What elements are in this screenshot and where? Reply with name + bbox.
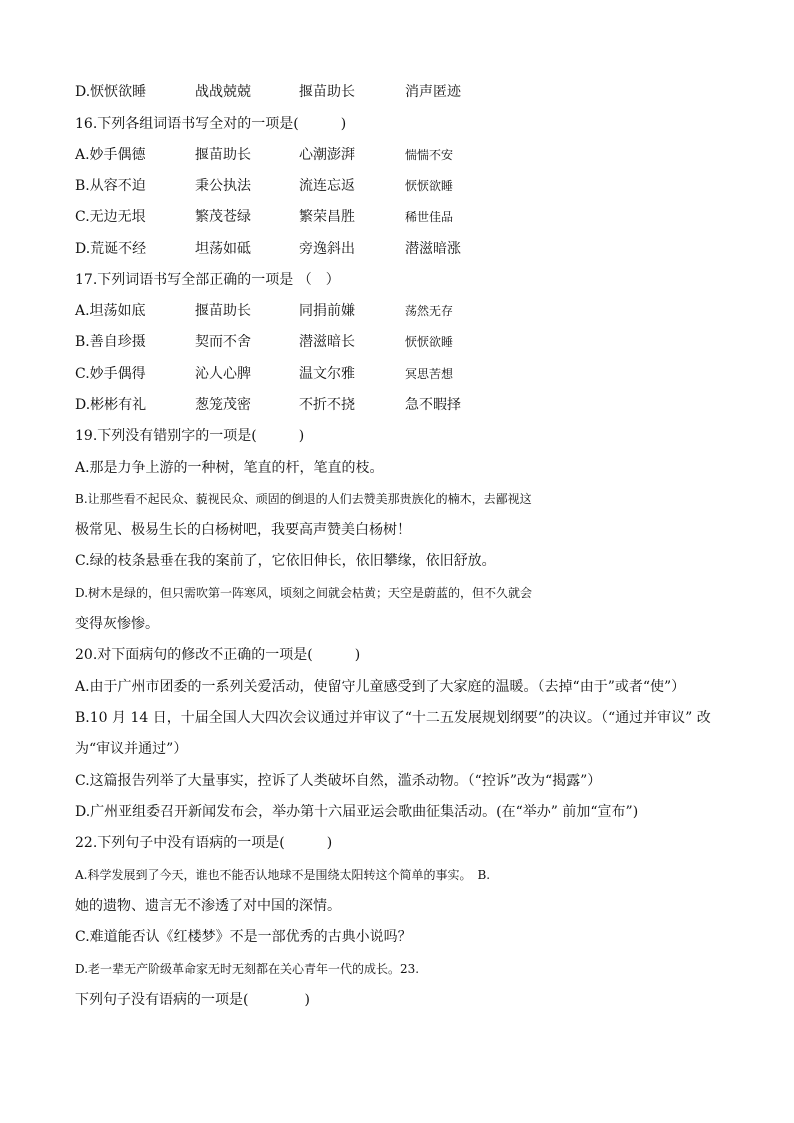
line-text: B.10 月 14 日，十届全国人大四次会议通过并审议了“十二五发展规划纲要”的决议。（“通过并审议” 改 — [75, 710, 711, 726]
choice-row — [0, 301, 794, 332]
question-stem — [0, 645, 794, 676]
choice-cell: 心潮澎湃 — [299, 147, 355, 163]
choice-cell: 揠苗助长 — [195, 147, 251, 163]
text-line — [0, 520, 794, 551]
choice-cell: 葱笼茂密 — [195, 397, 251, 413]
line-text: B.让那些看不起民众、藐视民众、顽固的倒退的人们去赞美那贵族化的楠木，去鄙视这 — [75, 492, 532, 506]
line-text: D.老一辈无产阶级革命家无时无刻都在关心青年一代的成长。23. — [75, 962, 420, 976]
line-text: A.由于广州市团委的一系列关爱活动，使留守儿童感受到了大家庭的温暖。（去掉“由于”或者“使”） — [75, 679, 686, 695]
question-stem — [0, 426, 794, 457]
text-line — [0, 677, 794, 708]
question-stem — [0, 990, 794, 1021]
choice-cell: D.彬彬有礼 — [75, 397, 147, 413]
choice-cell: 揠苗助长 — [195, 303, 251, 319]
line-text: 为“审议并通过”） — [75, 741, 188, 757]
choice-cell: 旁逸斜出 — [299, 241, 355, 257]
choice-cell: C.无边无垠 — [75, 209, 146, 225]
choice-cell: 温文尔雅 — [299, 366, 355, 382]
line-text: 16.下列各组词语书写全对的一项是( ) — [75, 116, 347, 132]
choice-row — [0, 332, 794, 363]
choice-cell: C.妙手偶得 — [75, 366, 146, 382]
line-text: D.广州亚组委召开新闻发布会，举办第十六届亚运会歌曲征集活动。(在“举办” 前加“宣布”) — [75, 804, 639, 820]
text-line — [0, 614, 794, 645]
text-line — [0, 583, 794, 614]
line-text: 17.下列词语书写全部正确的一项是 （ ） — [75, 272, 340, 288]
question-stem — [0, 833, 794, 864]
choice-cell: 恹恹欲睡 — [405, 179, 454, 193]
text-line — [0, 865, 794, 896]
choice-cell: B.善自珍摄 — [75, 334, 146, 350]
text-line — [0, 896, 794, 927]
choice-cell: A.妙手偶德 — [75, 147, 146, 163]
choice-row — [0, 364, 794, 395]
choice-cell: 潜滋暗长 — [299, 334, 355, 350]
text-line — [0, 927, 794, 958]
line-text: 变得灰惨惨。 — [75, 616, 159, 632]
choice-cell: B.从容不迫 — [75, 178, 146, 194]
choice-cell: 坦荡如砥 — [195, 241, 251, 257]
choice-cell: 消声匿迹 — [405, 84, 461, 100]
text-line — [0, 551, 794, 582]
choice-cell: 揠苗助长 — [299, 84, 355, 100]
text-line — [0, 802, 794, 833]
line-text: C.难道能否认《红楼梦》不是一部优秀的古典小说吗？ — [75, 929, 412, 945]
text-line — [0, 458, 794, 489]
choice-cell: 惴惴不安 — [405, 148, 454, 162]
choice-cell: D.荒诞不经 — [75, 241, 147, 257]
line-text: D.树木是绿的，但只需吹第一阵寒风，顷刻之间就会枯黄；天空是蔚蓝的，但不久就会 — [75, 586, 533, 600]
line-text: 22.下列句子中没有语病的一项是( ) — [75, 835, 333, 851]
text-line — [0, 771, 794, 802]
text-line — [0, 708, 794, 739]
choice-row — [0, 395, 794, 426]
choice-cell: 繁荣昌胜 — [299, 209, 355, 225]
choice-cell: 沁人心脾 — [195, 366, 251, 382]
choice-row — [0, 207, 794, 238]
text-line — [0, 739, 794, 770]
choice-cell: 同捐前嫌 — [299, 303, 355, 319]
choice-cell: 繁茂苍绿 — [195, 209, 251, 225]
choice-cell: 荡然无存 — [405, 304, 454, 318]
line-text: C.这篇报告列举了大量事实，控诉了人类破坏自然，滥杀动物。（“控诉”改为“揭露”） — [75, 773, 602, 789]
text-line — [0, 959, 794, 990]
line-text: 19.下列没有错别字的一项是( ) — [75, 428, 305, 444]
choice-cell: 稀世佳品 — [405, 210, 454, 224]
question-stem — [0, 270, 794, 301]
choice-cell: 流连忘返 — [299, 178, 355, 194]
choice-cell: 战战兢兢 — [195, 84, 251, 100]
line-text: A.那是力争上游的一种树，笔直的杆，笔直的枝。 — [75, 460, 384, 476]
choice-row — [0, 239, 794, 270]
choice-cell: D.恹恹欲睡 — [75, 84, 147, 100]
choice-cell: 恹恹欲睡 — [405, 335, 454, 349]
line-text: C.绿的枝条悬垂在我的案前了，它依旧伸长，依旧攀缘，依旧舒放。 — [75, 553, 496, 569]
choice-cell: 急不暇择 — [405, 397, 461, 413]
choice-row — [0, 176, 794, 207]
choice-cell: 秉公执法 — [195, 178, 251, 194]
line-text: 她的遗物、遗言无不渗透了对中国的深情。 — [75, 898, 341, 914]
line-text: 极常见、极易生长的白杨树吧，我要高声赞美白杨树！ — [75, 522, 411, 538]
choice-cell: 潜滋暗涨 — [405, 241, 461, 257]
line-text: A.科学发展到了今天，谁也不能否认地球不是围绕太阳转这个简单的事实。 B. — [75, 868, 491, 882]
choice-cell: 契而不舍 — [195, 334, 251, 350]
choice-cell: 冥思苦想 — [405, 367, 454, 381]
line-text: 下列句子没有语病的一项是( ) — [75, 992, 310, 1008]
choice-cell: A.坦荡如底 — [75, 303, 146, 319]
choice-row — [0, 145, 794, 176]
question-stem — [0, 114, 794, 145]
text-line — [0, 489, 794, 520]
choice-cell: 不折不挠 — [299, 397, 355, 413]
choice-row — [0, 82, 794, 113]
line-text: 20.对下面病句的修改不正确的一项是( ) — [75, 647, 361, 663]
